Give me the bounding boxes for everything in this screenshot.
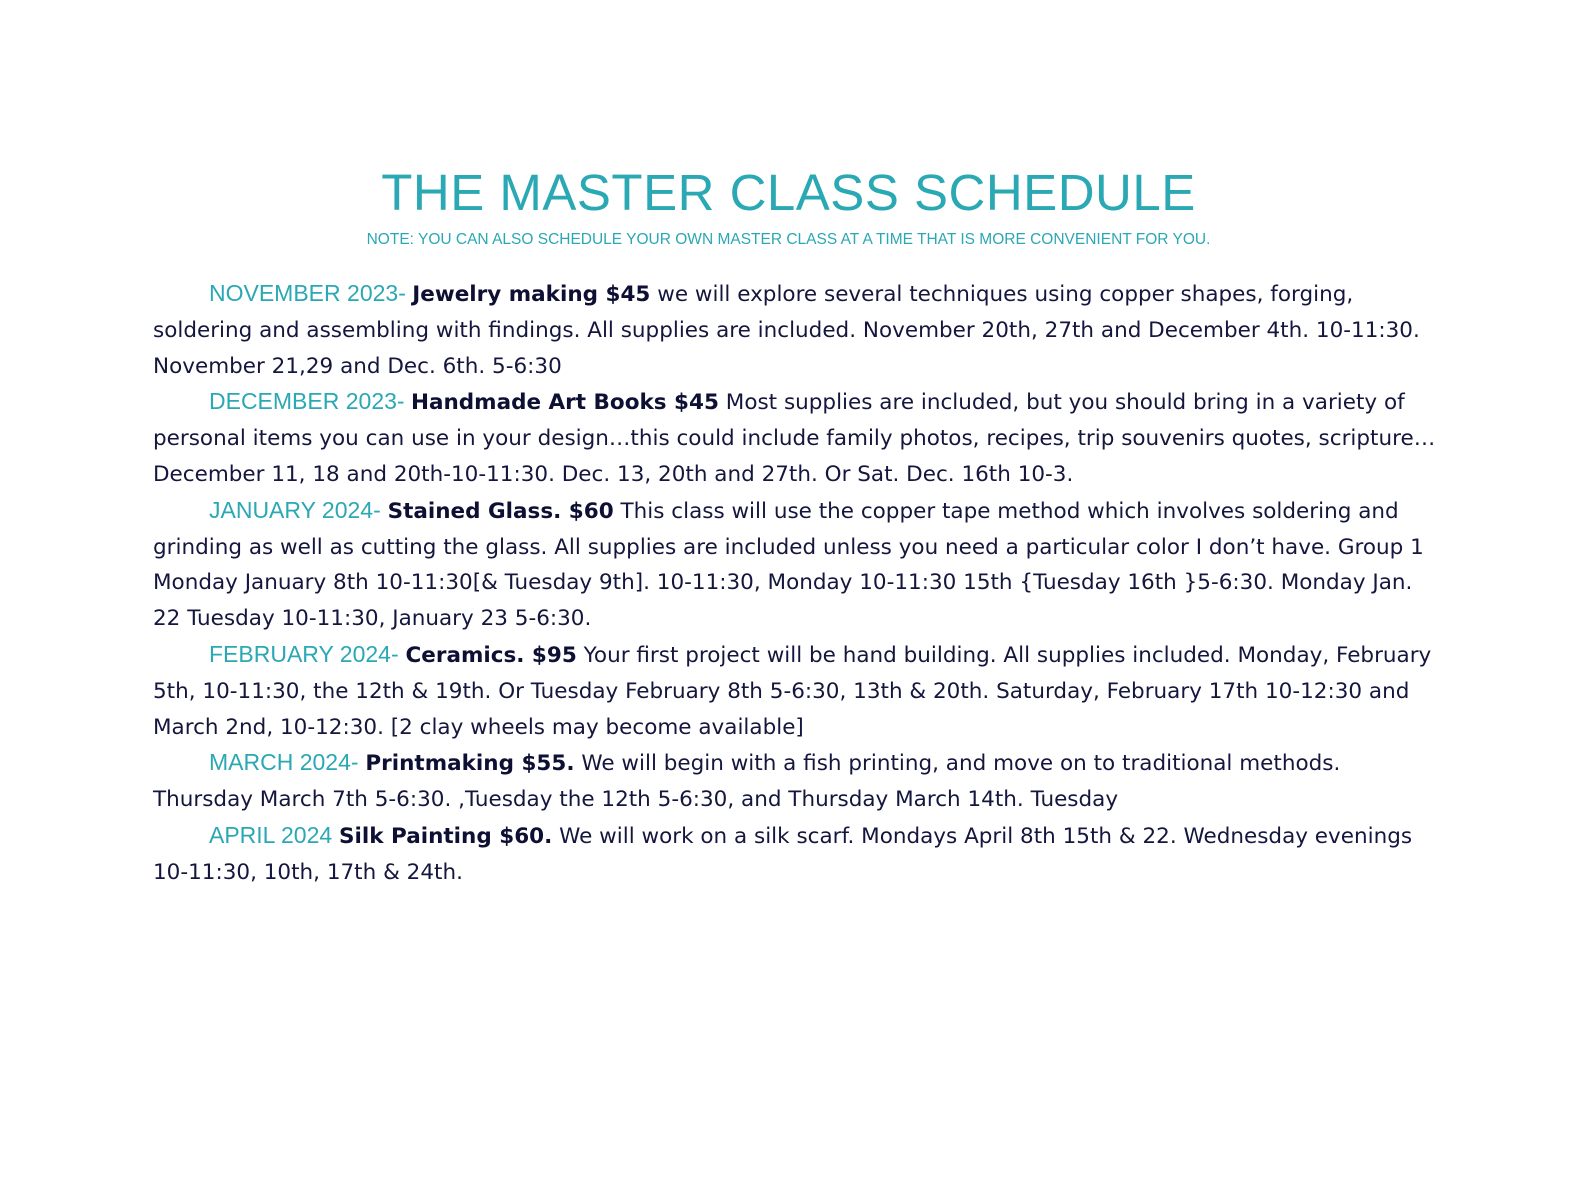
- entry-details: we will explore several techniques using copper shapes, forging, soldering and assembling with findings. All supplies are included. November 20th, 27th and December 4th. 10-11:30. November 21,29 and Dec. 6th. 5-6:30: [153, 282, 1420, 379]
- class-entry-december: [153, 384, 1443, 492]
- class-entry-february: [153, 637, 1443, 745]
- entry-course: Silk Painting $60.: [339, 823, 553, 849]
- entry-details: Most supplies are included, but you should bring in a variety of personal items you can use in your design…this could include family photos, recipes, trip souvenirs quotes, scripture…December 11, 18 and 20th-10-11:30. Dec. 13, 20th and 27th. Or Sat. Dec. 16th 10-3.: [153, 390, 1436, 487]
- entry-details: We will work on a silk scarf. Mondays April 8th 15th & 22. Wednesday evenings 10-11:30, 10th, 17th & 24th.: [153, 823, 1413, 885]
- class-list: [153, 276, 1443, 891]
- entry-month: DECEMBER 2023-: [209, 388, 411, 415]
- entry-details: Your first project will be hand building. All supplies included. Monday, February 5th, 10-11:30, the 12th & 19th. Or Tuesday February 8th 5-6:30, 13th & 20th. Saturday, February 17th 10-12:30 and March 2nd, 10-12:30. [2 clay wheels may become available]: [153, 642, 1432, 740]
- entry-month: MARCH 2024-: [209, 749, 359, 776]
- class-entry-january: [153, 493, 1443, 637]
- class-entry-march: [153, 745, 1443, 818]
- entry-course: Ceramics. $95: [405, 642, 577, 668]
- entry-details: We will begin with a fish printing, and move on to traditional methods. Thursday March 7th 5-6:30. ,Tuesday the 12th 5-6:30, and Thursday March 14th. Tuesday: [153, 751, 1341, 813]
- entry-month: JANUARY 2024-: [209, 496, 381, 523]
- entry-course: Printmaking $55.: [365, 751, 575, 777]
- entry-course: Jewelry making $45: [412, 282, 651, 307]
- entry-details: This class will use the copper tape method which involves soldering and grinding as well as cutting the glass. All supplies are included unless you need a particular color I don’t have. Group 1 Monday January 8th 10-11:30[& Tuesday 9th]. 10-11:30, Monday 10-11:30 15th {Tuesday 16th }5-6:30. Monday Jan. 22 Tuesday 10-11:30, January 23 5-6:30.: [153, 498, 1424, 632]
- entry-course: Stained Glass. $60: [387, 498, 614, 524]
- class-entry-april: [153, 818, 1443, 891]
- entry-month: APRIL 2024: [209, 821, 333, 848]
- schedule-note: NOTE: YOU CAN ALSO SCHEDULE YOUR OWN MASTER CLASS AT A TIME THAT IS MORE CONVENIENT FOR YOU.: [366, 231, 1211, 248]
- page-title: THE MASTER CLASS SCHEDULE: [381, 164, 1196, 221]
- entry-month: FEBRUARY 2024-: [209, 640, 399, 667]
- entry-month: NOVEMBER 2023-: [209, 280, 413, 306]
- entry-course: Handmade Art Books $45: [410, 390, 719, 416]
- class-entry-november: [153, 276, 1443, 384]
